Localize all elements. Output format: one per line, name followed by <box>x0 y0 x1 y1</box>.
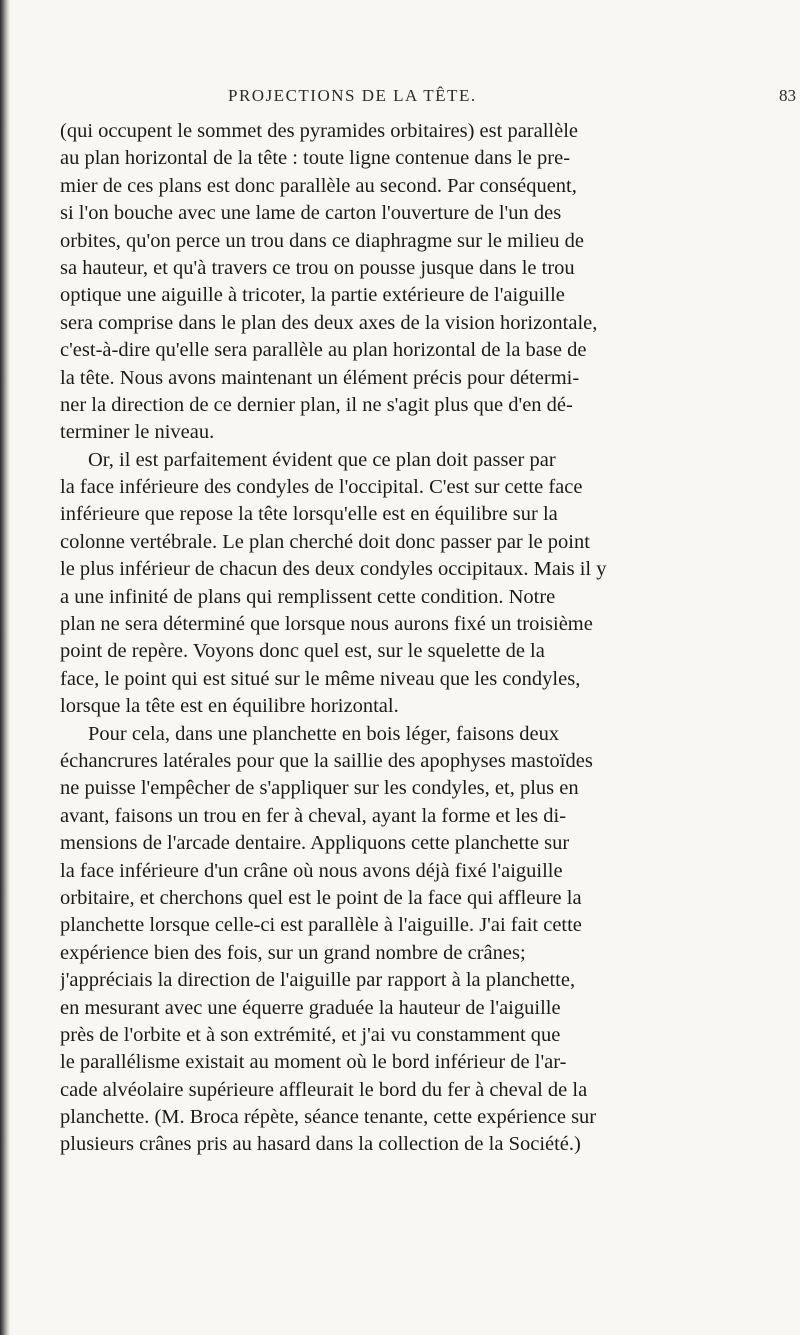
text-line: ne puisse l'empêcher de s'appliquer sur les condyles, et, plus en <box>60 777 579 800</box>
text-line: cade alvéolaire supérieure affleurait le bord du fer à cheval de la <box>60 1078 588 1101</box>
text-line: c'est-à-dire qu'elle sera parallèle au plan horizontal de la base de <box>60 339 587 362</box>
text-line: orbitaire, et cherchons quel est le point de la face qui affleure la <box>60 886 582 909</box>
text-line: j'appréciais la direction de l'aiguille par rapport à la planchette, <box>60 969 576 992</box>
text-line: le plus inférieur de chacun des deux condyles occipitaux. Mais il y <box>60 558 607 581</box>
text-line: échancrures latérales pour que la saillie des apophyses mastoïdes <box>60 749 593 772</box>
page-binding-edge <box>0 0 10 1335</box>
text-line: plusieurs crânes pris au hasard dans la collection de la Société.) <box>60 1133 581 1156</box>
text-line: si l'on bouche avec une lame de carton l'ouverture de l'un des <box>60 202 562 225</box>
body-text <box>60 118 800 1159</box>
text-line: la face inférieure d'un crâne où nous avons déjà fixé l'aiguille <box>60 859 563 882</box>
text-line: la face inférieure des condyles de l'occipital. C'est sur cette face <box>60 476 583 499</box>
text-line: mier de ces plans est donc parallèle au second. Par conséquent, <box>60 174 577 197</box>
page-number: 83 <box>779 86 796 105</box>
text-line: près de l'orbite et à son extrémité, et j'ai vu constamment que <box>60 1023 561 1046</box>
running-head <box>60 86 800 112</box>
paragraph-start-line: Pour cela, dans une planchette en bois léger, faisons deux <box>88 722 560 745</box>
text-line: au plan horizontal de la tête : toute ligne contenue dans le pre- <box>60 147 571 170</box>
text-line: planchette lorsque celle-ci est parallèle à l'aiguille. J'ai fait cette <box>60 914 582 937</box>
text-line: terminer le niveau. <box>60 421 215 444</box>
paragraph-start-line: Or, il est parfaitement évident que ce plan doit passer par <box>88 448 556 471</box>
text-line: orbites, qu'on perce un trou dans ce diaphragme sur le milieu de <box>60 229 585 252</box>
text-line: inférieure que repose la tête lorsqu'elle est en équilibre sur la <box>60 503 558 526</box>
text-line: planchette. (M. Broca répète, séance tenante, cette expérience sur <box>60 1106 597 1129</box>
text-line: optique une aiguille à tricoter, la partie extérieure de l'aiguille <box>60 284 565 307</box>
text-line: face, le point qui est situé sur le même niveau que les condyles, <box>60 667 581 690</box>
text-line: la tête. Nous avons maintenant un élément précis pour détermi- <box>60 366 580 389</box>
running-title: PROJECTIONS DE LA TÊTE. <box>228 86 477 105</box>
text-line: sera comprise dans le plan des deux axes de la vision horizontale, <box>60 311 598 334</box>
text-line: plan ne sera déterminé que lorsque nous aurons fixé un troisième <box>60 613 593 636</box>
text-line: expérience bien des fois, sur un grand nombre de crânes; <box>60 941 526 964</box>
text-line: sa hauteur, et qu'à travers ce trou on pousse jusque dans le trou <box>60 256 575 279</box>
text-line: point de repère. Voyons donc quel est, sur le squelette de la <box>60 640 545 663</box>
text-line: le parallélisme existait au moment où le bord inférieur de l'ar- <box>60 1051 567 1074</box>
text-line: ner la direction de ce dernier plan, il ne s'agit plus que d'en dé- <box>60 393 573 416</box>
text-line: en mesurant avec une équerre graduée la hauteur de l'aiguille <box>60 996 561 1019</box>
text-line: (qui occupent le sommet des pyramides orbitaires) est parallèle <box>60 120 579 142</box>
text-line: mensions de l'arcade dentaire. Appliquons cette planchette sur <box>60 832 570 855</box>
text-line: avant, faisons un trou en fer à cheval, ayant la forme et les di- <box>60 804 567 827</box>
text-line: lorsque la tête est en équilibre horizontal. <box>60 695 399 718</box>
text-line: colonne vertébrale. Le plan cherché doit donc passer par le point <box>60 530 590 553</box>
text-line: a une infinité de plans qui remplissent cette condition. Notre <box>60 585 556 608</box>
